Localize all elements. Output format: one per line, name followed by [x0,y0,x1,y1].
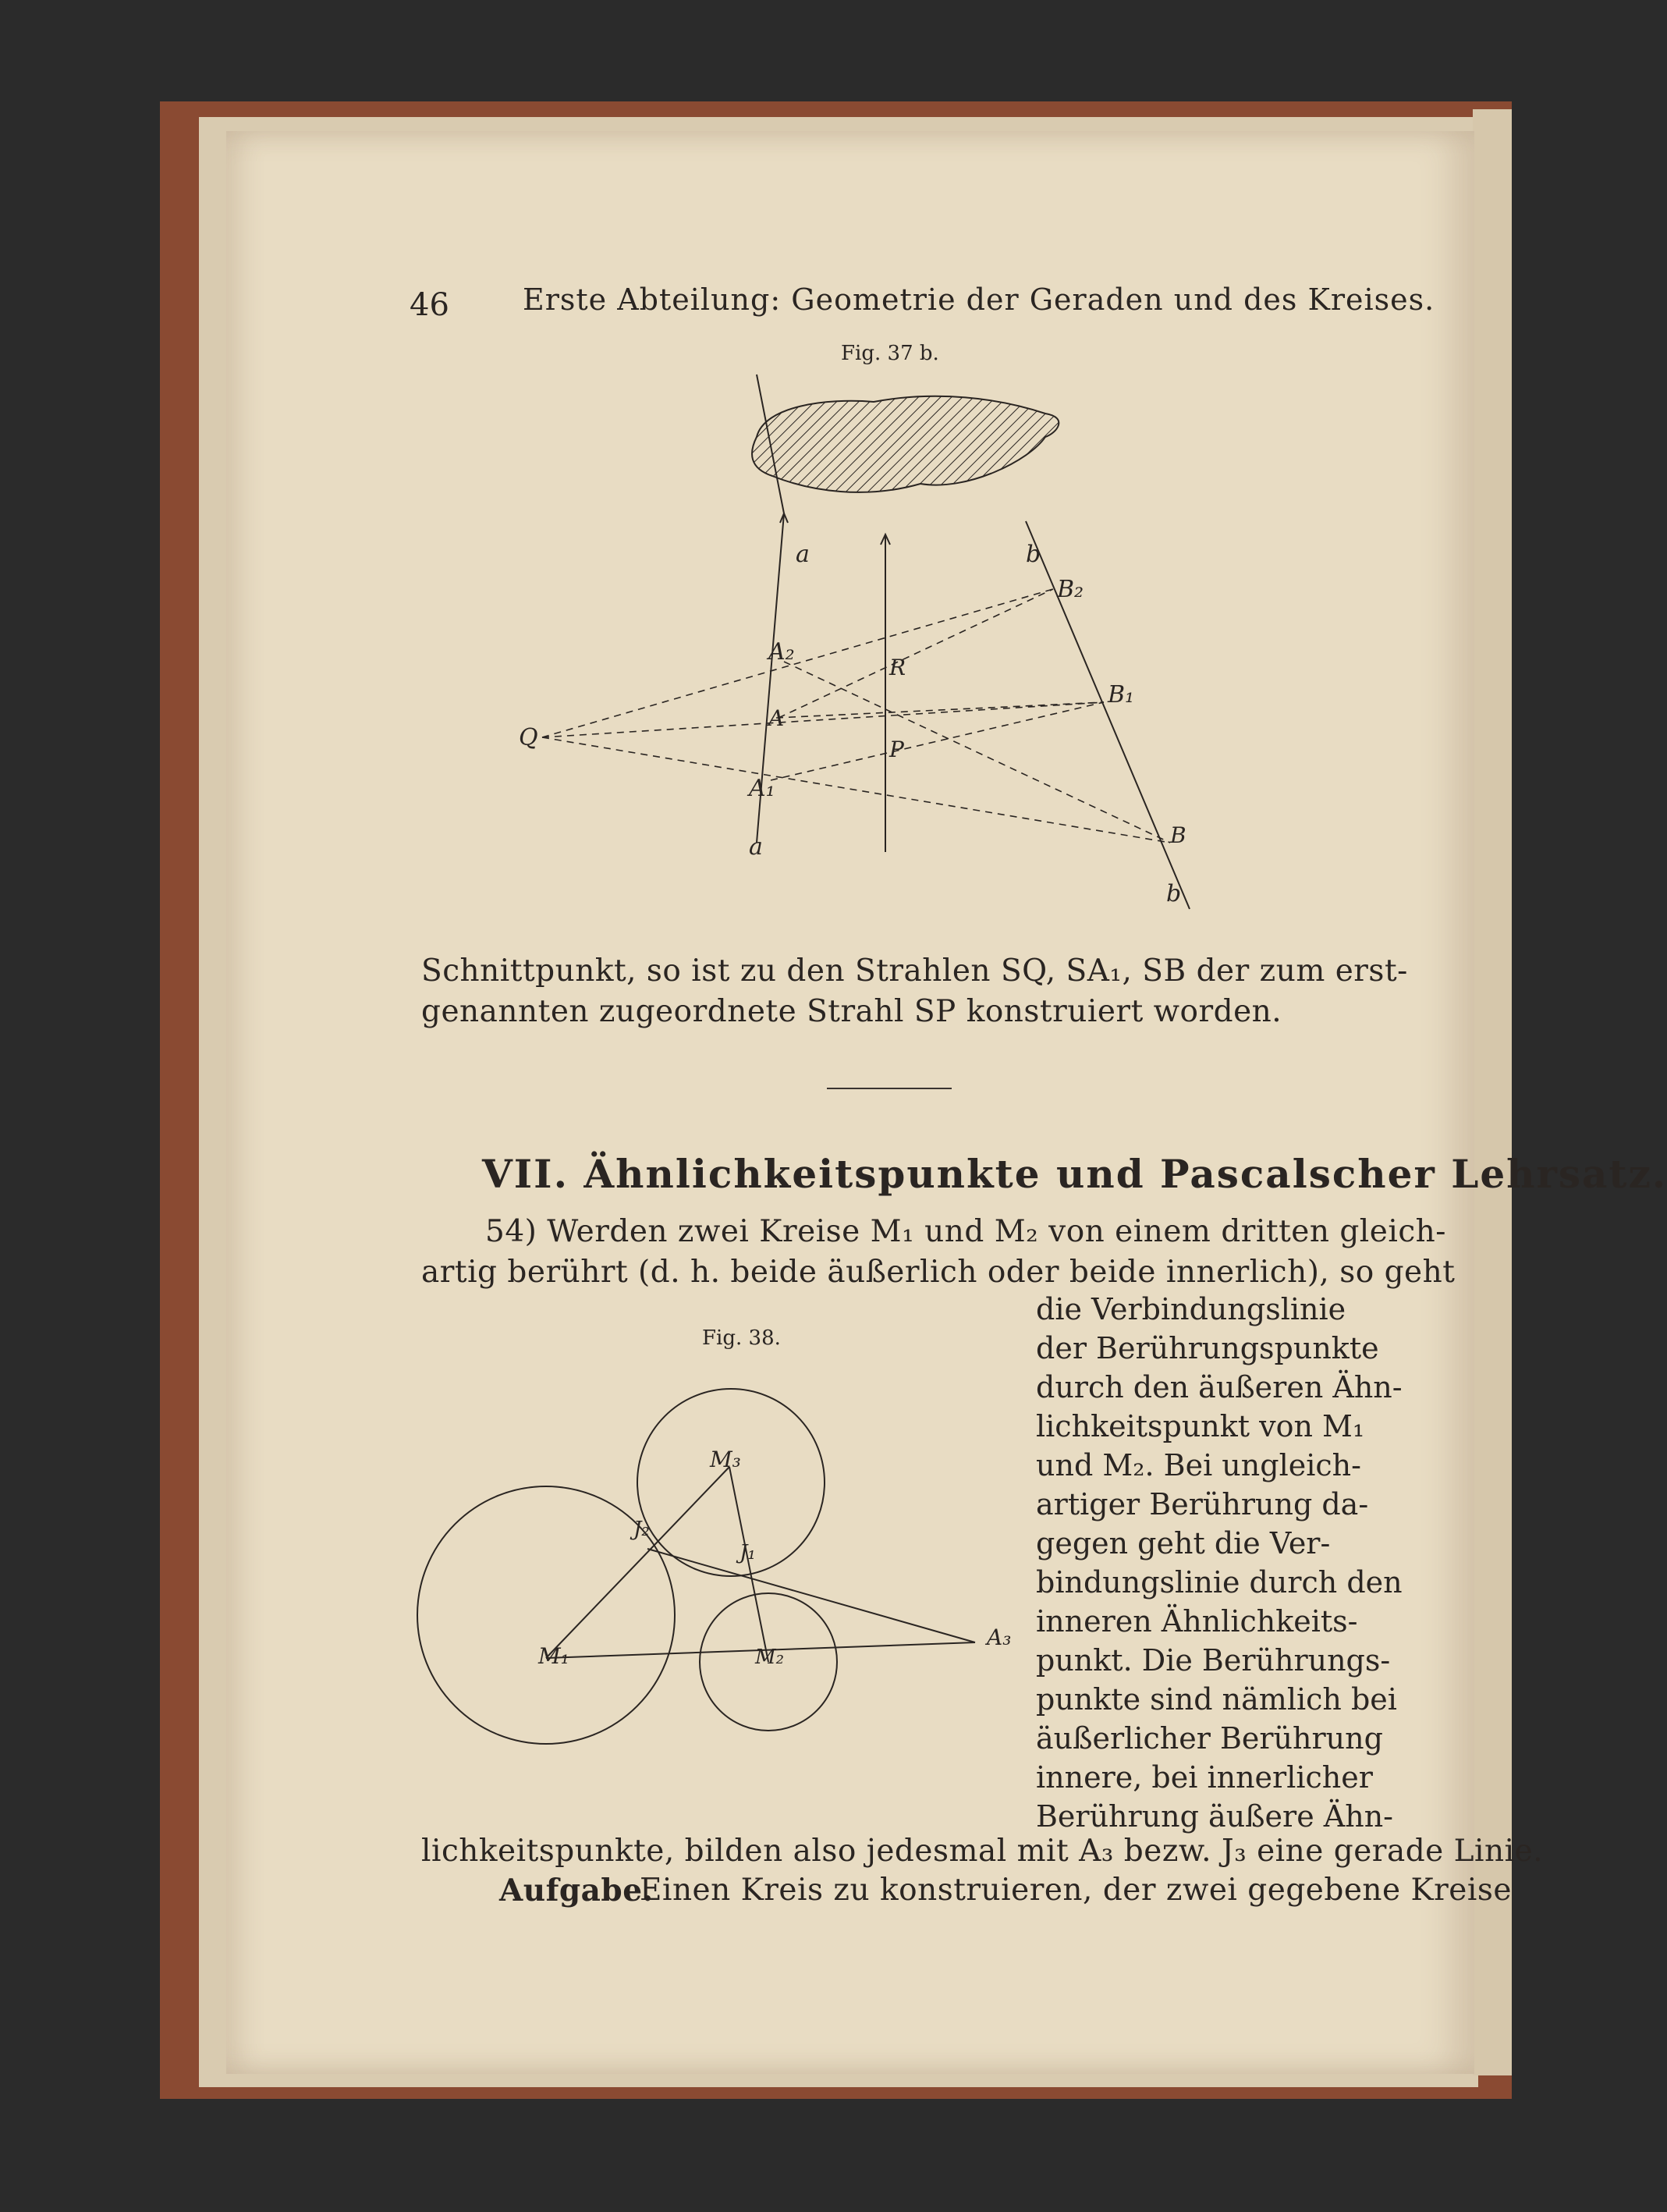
paragraph-last-line: lichkeitspunkte, bilden also jedesmal mit A₃ bezw. J₃ eine gerade Linie. [421,1834,1544,1869]
wrap-line: artiger Berührung da- [1036,1487,1369,1521]
label-B1: B₁ [1108,681,1135,708]
label-J1: J₁ [740,1541,756,1564]
label-J2: J₂ [633,1518,650,1541]
line-M3-M2 [729,1467,768,1662]
label-R: R [889,655,906,680]
wrap-line: gegen geht die Ver- [1036,1526,1331,1560]
page-number: 46 [410,287,449,323]
wrap-line: bindungslinie durch den [1036,1565,1403,1600]
figure-38-label: Fig. 38. [702,1326,781,1350]
label-P: P [889,737,904,762]
label-B: B [1170,822,1186,848]
circle-M3 [637,1389,825,1576]
wrap-line: äußerlicher Berührung [1036,1721,1383,1756]
running-title: Erste Abteilung: Geometrie der Geraden und des Kreises. [523,282,1435,317]
wrap-line: der Berührungspunkte [1036,1331,1379,1365]
wrap-line: die Verbindungslinie [1036,1292,1346,1326]
label-B2: B₂ [1057,576,1084,603]
label-A2: A₂ [768,638,795,666]
wrap-line: inneren Ähnlichkeits- [1036,1604,1358,1639]
wrap-line: Berührung äußere Ähn- [1036,1799,1394,1834]
paragraph-line-2: artig berührt (d. h. beide äußerlich oder beide innerlich), so geht [421,1255,1456,1290]
wrap-line: punkte sind nämlich bei [1036,1682,1397,1717]
wrap-line: punkt. Die Berührungs- [1036,1643,1391,1678]
label-a-bottom: a [749,833,763,861]
aufgabe-text: Einen Kreis zu konstruieren, der zwei gegebene Kreise [640,1873,1512,1908]
label-M1: M₁ [538,1643,569,1669]
text-line-2: genannten zugeordnete Strahl SP konstruiert worden. [421,994,1282,1029]
label-b-top: b [1026,541,1041,568]
label-b-bottom: b [1166,880,1182,907]
label-M2: M₂ [755,1646,785,1669]
line-J2-A3 [647,1549,975,1642]
label-a-top: a [796,541,810,568]
cloud-obstacle [752,396,1059,492]
wrap-line: und M₂. Bei ungleich- [1036,1448,1361,1482]
figure-37b [499,375,1217,921]
label-A: A [768,705,785,731]
text-line-1: Schnittpunkt, so ist zu den Strahlen SQ, SA₁, SB der zum erst- [421,953,1408,989]
paragraph-line-1: 54) Werden zwei Kreise M₁ und M₂ von einem dritten gleich- [485,1214,1446,1249]
figure-37b-label: Fig. 37 b. [841,342,939,365]
section-divider [827,1088,952,1089]
section-title: VII. Ähnlichkeitspunkte und Pascalscher Lehrsatz. [482,1151,1667,1197]
figure-38 [413,1373,1022,1779]
facing-page-edge [1473,109,1512,2075]
label-Q: Q [519,724,538,751]
wrap-line: innere, bei innerlicher [1036,1760,1373,1795]
label-M3: M₃ [710,1447,741,1472]
wrap-line: lichkeitspunkt von M₁ [1036,1409,1365,1443]
label-A3: A₃ [987,1624,1012,1650]
label-A1: A₁ [749,775,775,802]
aufgabe-label: Aufgabe. [499,1873,654,1908]
wrap-line: durch den äußeren Ähn- [1036,1370,1403,1404]
